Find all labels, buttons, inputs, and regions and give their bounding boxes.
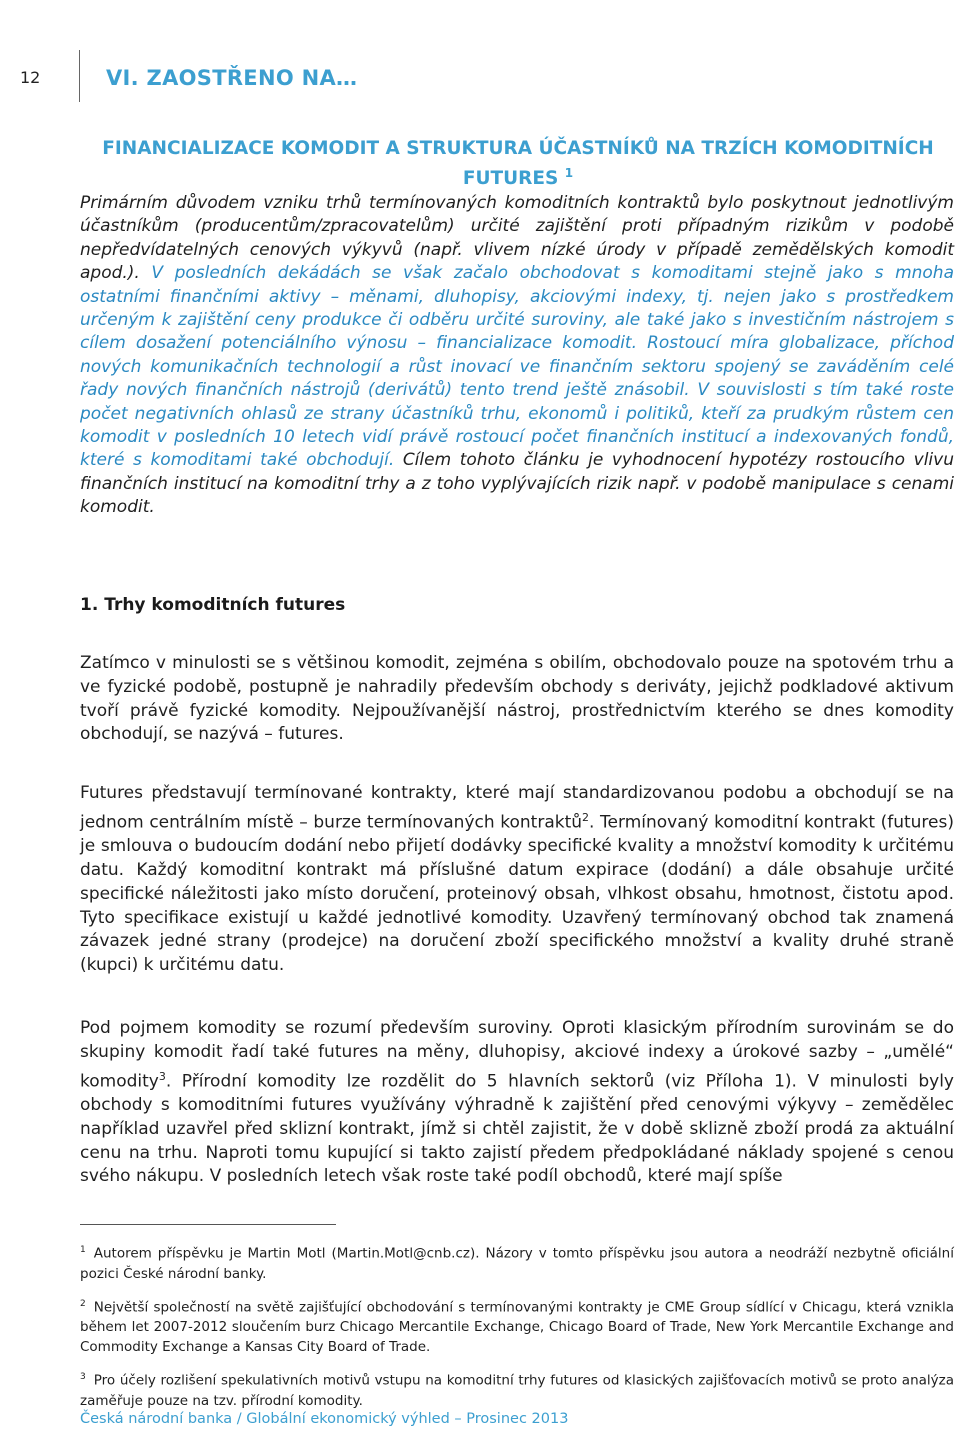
p2-text-b: . Termínovaný komoditní kontrakt (futures) je smlouva o budoucím dodání nebo přijetí dodávky specifické kvality a množství komodity k určitému datu. [80,812,954,881]
footnote-number: 2 [80,1298,86,1309]
page-number: 12 [20,68,41,87]
section-1-heading [80,595,345,615]
body-paragraph-1 [80,652,954,747]
section-1-number: 1. [80,595,99,615]
p3-text-c: . Přírodní komodity lze rozdělit do 5 hlavních sektorů (viz Příloha 1). [165,1071,808,1092]
p3-text-e: Naproti tomu kupující si takto zajistí předem předpokládané náklady spojené s cenou svého nákupu. [80,1142,954,1187]
intro-text-b: V posledních dekádách se však začalo obchodovat s komoditami stejně jako s mnoha ostatními finančními aktivy – měnami, dluhopisy, akciovými indexy, tj. nejen jako s prostředkem určeným k zajištění ceny produkce či odběru určité suroviny, ale také jako s investičním nástrojem s cílem dosažení potenciálního výnosu – financializace komodit. Rostoucí míra globalizace, příchod nových komunikačních technologií a růst inovací ve finančním sektoru spojený se zaváděním celé řady nových finančních nástrojů (derivátů) tento trend ještě znásobil. V souvislosti s tím také roste počet negativních ohlasů ze strany účastníků trhu, ekonomů i politiků, kteří za prudkým růstem cen komodit v posledních 10 letech vidí právě rostoucí počet finančních institucí a indexovaných fondů, které s komoditami také obchodují. [80,263,954,471]
footnote-text: Největší společností na světě zajišťující obchodování s termínovanými kontrakty je CME Group sídlící v Chicagu, která vznikla během let 2007-2012 sloučením burz Chicago Mercantile Exchange, Chicago Board of Trade, New York Mercantile Exchange and Commodity Exchange a Kansas City Board of Trade. [80,1299,954,1355]
footnote-text: Pro účely rozlišení spekulativních motivů vstupu na komoditní trhy futures od klasických zajišťovacích motivů se proto analýza zaměřuje pouze na tzv. přírodní komodity. [80,1372,954,1409]
article-title [80,136,956,191]
intro-paragraph [80,192,954,520]
page-footer: Česká národní banka / Globální ekonomický výhled – Prosinec 2013 [80,1411,569,1427]
p2-text-d: Tyto specifikace existují u každé jednotlivé komodity. [80,907,562,928]
p1-text-b: Nejpoužívanější nástroj, prostřednictvím kterého se dnes komodity obchodují, se nazývá – futures. [80,700,954,745]
body-paragraph-3 [80,1017,954,1189]
p3-text-a: Pod pojmem komodity se rozumí především suroviny. [80,1018,563,1038]
p3-text-f: V posledních letech však roste také podíl obchodů, které mají spíše [209,1166,783,1187]
section-heading: VI. ZAOSTŘENO NA… [106,66,358,90]
p3-text-d: V minulosti byly obchody s komoditními futures využívány výhradně k zajištění před cenovými výkyvy – zemědělec například uzavřel před sklizní kontrakt, jímž si chtěl zajistit, že v době sklizně zboží prodá za aktuální cenu na trhu. [80,1071,954,1163]
p2-text-e: Uzavřený termínovaný obchod tak znamená závazek jedné strany (prodejce) na doručení zboží specifického množství a kvality druhé straně (kupci) k určitému datu. [80,907,955,976]
intro-text-a: Primárním důvodem vzniku trhů termínovaných komoditních kontraktů bylo poskytnout jednotlivým účastníkům (producentům/zpracovatelům) určité zajištění proti případným rizikům v podobě nepředvídatelných cenových výkyvů (např. vlivem nízké úrody v případě zemědělských komodit apod.). [80,193,954,284]
p3-text-b: Oproti klasickým přírodním surovinám se do skupiny komodit řadí také futures na měny, dluhopisy, akciové indexy a úrokové sazby – „umělé“ komodity [80,1018,954,1092]
footnote-2 [80,1294,954,1358]
footnote-3 [80,1367,954,1411]
section-1-title: Trhy komoditních futures [104,595,346,615]
header-divider [79,50,80,102]
footnote-number: 3 [80,1372,86,1382]
intro-text-c: Cílem tohoto článku je vyhodnocení hypotézy rostoucího vlivu finančních institucí na komoditní trhy a z toho vyplývajících rizik např. v podobě manipulace s cenami komodit. [80,450,954,518]
p2-text-a: Futures představují termínované kontrakty, které mají standardizovanou podobu a obchodují se na jednom centrálním místě – burze termínovaných kontraktů [80,783,954,833]
p2-text-c: Každý komoditní kontrakt má příslušné datum expirace (dodání) a dále obsahuje určité specifické náležitosti jako místo doručení, proteinový obsah, vlhkost obsahu, hmotnost, čistotu apod. [80,860,954,904]
footnotes [80,1240,954,1421]
footnote-ref-1: 1 [564,166,574,180]
article-title-text: FINANCIALIZACE KOMODIT A STRUKTURA ÚČASTNÍKŮ NA TRZÍCH KOMODITNÍCH FUTURES [102,138,934,190]
footnote-ref-3: 3 [158,1069,166,1083]
footnote-divider [80,1224,336,1225]
footnote-text: Autorem příspěvku je Martin Motl (Martin.Motl@cnb.cz). Názory v tomto příspěvku jsou autora a neodráží nezbytně oficiální pozici České národní banky. [80,1245,954,1282]
p1-text-a: Zatímco v minulosti se s většinou komodit, zejména s obilím, obchodovalo pouze na spotovém trhu a ve fyzické podobě, postupně je nahradily především obchody s deriváty, jejichž podkladové aktivum tvoří právě fyzické komodity. [80,653,954,721]
footnote-number: 1 [80,1245,86,1255]
body-paragraph-2 [80,782,954,978]
footnote-ref-2: 2 [582,810,590,824]
footnote-1 [80,1240,954,1284]
